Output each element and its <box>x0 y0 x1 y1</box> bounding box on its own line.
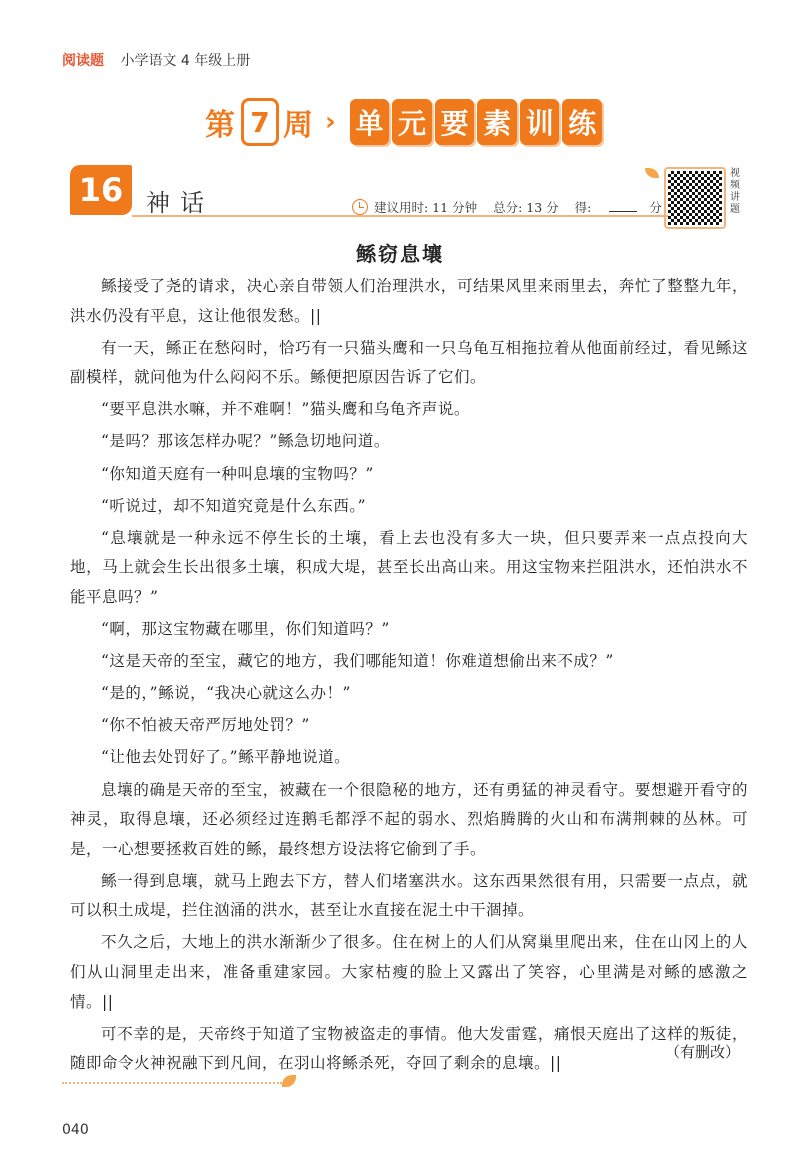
article-title: 鲧窃息壤 <box>356 242 444 266</box>
score-got <box>575 200 674 215</box>
paragraph: “这是天帝的至宝，藏它的地方，我们哪能知道！你难道想偷出来不成？” <box>101 652 614 671</box>
page-header <box>62 50 250 70</box>
lesson-name: 神话 <box>146 189 214 217</box>
paragraph: 可不幸的是，天帝终于知道了宝物被盗走的事情。他大发雷霆，痛恨天庭出了这样的叛徒，随即命令火神祝融下到凡间，在羽山将鲧杀死，夺回了剩余的息壤。|| <box>70 1024 748 1073</box>
paragraph: “啊，那这宝物藏在哪里，你们知道吗？” <box>101 620 390 639</box>
lesson-number: 16 <box>70 165 132 215</box>
article-body <box>70 272 748 1081</box>
paragraph: “让他去处罚好了。”鲧平静地说道。 <box>101 748 351 767</box>
paragraph: 息壤的确是天帝的至宝，被藏在一个很隐秘的地方，还有勇猛的神灵看守。要想避开看守的神灵，取得息壤，还必须经过连鹅毛都浮不起的弱水、烈焰腾腾的火山和布满荆棘的丛林。可是，一心想要拯救百姓的鲧，最终想方设法将它偷到了手。 <box>70 780 748 858</box>
qr-code-icon[interactable] <box>664 167 726 229</box>
total-score: 总分: 13 分 <box>493 200 559 215</box>
paragraph: “听说过，却不知道究竟是什么东西。” <box>101 496 367 515</box>
week-suffix: 周 <box>283 108 316 143</box>
week-number: 7 <box>241 98 279 146</box>
book-title: 小学语文 4 年级上册 <box>120 53 251 69</box>
unit-title-char: 练 <box>562 99 602 145</box>
lesson-header <box>70 165 720 221</box>
paragraph: “你知道天庭有一种叫息壤的宝物吗？” <box>101 464 374 483</box>
week-title <box>205 92 605 152</box>
source-note: （有删改） <box>664 1043 740 1061</box>
paragraph: “是的，”鲧说，“我决心就这么办！” <box>101 684 351 703</box>
unit-title-char: 训 <box>520 99 560 145</box>
paragraph: 鲧接受了尧的请求，决心亲自带领人们治理洪水，可结果风里来雨里去，奔忙了整整九年，洪水仍没有平息，这让他很发愁。|| <box>70 277 748 325</box>
paragraph: 鲧一得到息壤，就马上跑去下方，替人们堵塞洪水。这东西果然很有用，只需要一点点，就可以积土成堤，拦住汹涌的洪水，甚至让水直接在泥土中干涸掉。 <box>70 871 748 920</box>
clock-icon <box>352 199 368 215</box>
score-got-label: 得: <box>574 200 592 215</box>
suggested-time: 建议用时: 11 分钟 <box>374 200 478 215</box>
unit-title-char: 要 <box>435 99 475 145</box>
dotted-divider <box>62 1082 282 1084</box>
paragraph: “你不怕被天帝严厉地处罚？” <box>101 716 310 735</box>
paragraph: 不久之后，大地上的洪水渐渐少了很多。住在树上的人们从窝巢里爬出来，住在山冈上的人们从山洞里走出来，准备重建家园。大家枯瘦的脸上又露出了笑容，心里满是对鲧的感激之情。|| <box>70 933 748 1011</box>
score-got-unit: 分 <box>649 200 662 215</box>
week-prefix: 第 <box>205 108 237 143</box>
unit-title-char: 单 <box>350 99 390 145</box>
qr-side-text: 视频讲题 <box>730 168 740 215</box>
unit-title-char: 元 <box>392 99 432 145</box>
paragraph: “息壤就是一种永远不停生长的土壤，看上去也没有多大一块，但只要弄来一点点投向大地，马上就会生长出很多土壤，积成大堤，甚至长出高山来。用这宝物来拦阻洪水，还怕洪水不能平息吗？” <box>70 528 748 606</box>
paragraph: “是吗？那该怎样办呢？”鲧急切地问道。 <box>101 432 390 451</box>
paragraph: “要平息洪水嘛，并不难啊！”猫头鹰和乌龟齐声说。 <box>101 400 470 419</box>
chevron-right-icon: › <box>325 107 336 137</box>
section-tag: 阅读题 <box>62 53 104 69</box>
leaf-icon <box>282 1075 296 1087</box>
paragraph: 有一天，鲧正在愁闷时，恰巧有一只猫头鹰和一只乌龟互相拖拉着从他面前经过，看见鲧这副模样，就问他为什么闷闷不乐。鲧便把原因告诉了它们。 <box>70 338 748 387</box>
unit-title-char: 素 <box>477 99 517 145</box>
lesson-meta <box>374 198 686 216</box>
page-number: 040 <box>62 1122 89 1138</box>
score-blank[interactable] <box>609 211 637 212</box>
